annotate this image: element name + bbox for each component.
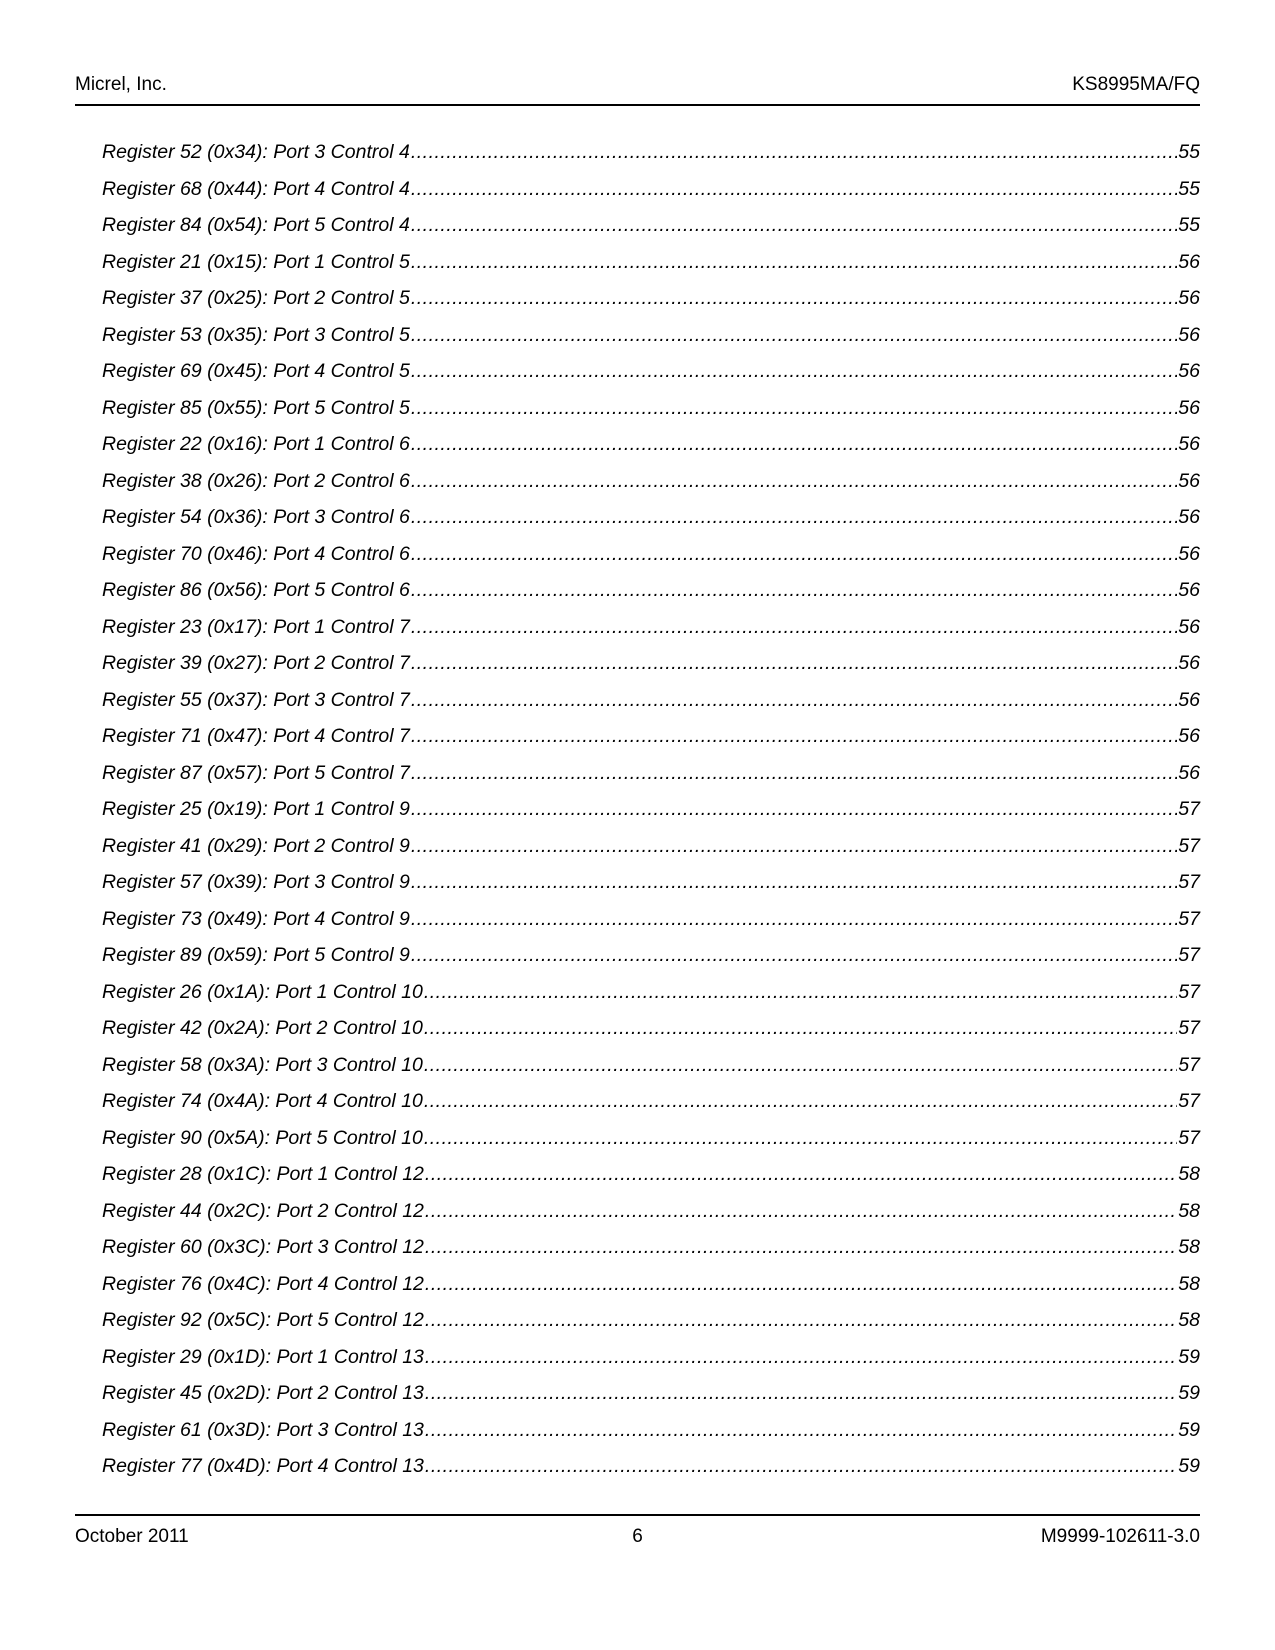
toc-dot-leader [411, 682, 1177, 719]
toc-dot-leader [411, 572, 1177, 609]
toc-dot-leader [424, 1120, 1177, 1157]
toc-entry-page: 57 [1178, 1126, 1200, 1149]
toc-entry-page: 56 [1178, 250, 1200, 273]
toc-entry-title: Register 76 (0x4C): Port 4 Control 12 [102, 1272, 424, 1295]
toc-entry-title: Register 90 (0x5A): Port 5 Control 10 [102, 1126, 423, 1149]
toc-entry-title: Register 44 (0x2C): Port 2 Control 12 [102, 1199, 424, 1222]
toc-entry[interactable] [102, 499, 1200, 536]
toc-entry-title: Register 38 (0x26): Port 2 Control 6 [102, 469, 410, 492]
toc-dot-leader [425, 1448, 1177, 1485]
toc-entry-page: 58 [1178, 1272, 1200, 1295]
toc-entry[interactable] [102, 1193, 1200, 1230]
toc-dot-leader [425, 1339, 1177, 1376]
toc-dot-leader [411, 791, 1177, 828]
toc-entry-title: Register 58 (0x3A): Port 3 Control 10 [102, 1053, 423, 1076]
toc-entry-page: 56 [1178, 579, 1200, 601]
toc-entry[interactable] [102, 280, 1200, 317]
header-rule [75, 104, 1200, 106]
toc-entry[interactable] [102, 572, 1200, 609]
toc-entry-title: Register 84 (0x54): Port 5 Control 4 [102, 214, 410, 236]
footer-rule [75, 1514, 1200, 1516]
table-of-contents [102, 134, 1200, 1485]
toc-entry[interactable] [102, 1375, 1200, 1412]
toc-entry-page: 59 [1178, 1345, 1200, 1368]
toc-dot-leader [411, 353, 1177, 390]
toc-dot-leader [425, 1375, 1177, 1412]
toc-entry-title: Register 69 (0x45): Port 4 Control 5 [102, 360, 410, 382]
toc-dot-leader [411, 426, 1177, 463]
toc-dot-leader [425, 1156, 1177, 1193]
toc-dot-leader [411, 718, 1177, 755]
toc-entry-page: 58 [1178, 1163, 1200, 1185]
toc-entry-title: Register 28 (0x1C): Port 1 Control 12 [102, 1163, 424, 1185]
toc-entry-page: 57 [1178, 798, 1200, 820]
toc-entry-page: 58 [1178, 1236, 1200, 1258]
toc-entry-page: 59 [1178, 1455, 1200, 1477]
toc-entry-title: Register 89 (0x59): Port 5 Control 9 [102, 944, 410, 966]
toc-dot-leader [425, 1229, 1177, 1266]
toc-entry[interactable] [102, 244, 1200, 281]
toc-entry-title: Register 55 (0x37): Port 3 Control 7 [102, 688, 410, 711]
toc-entry-page: 59 [1178, 1418, 1200, 1441]
toc-dot-leader [424, 1083, 1177, 1120]
toc-entry[interactable] [102, 609, 1200, 646]
toc-entry[interactable] [102, 901, 1200, 938]
toc-entry[interactable] [102, 937, 1200, 974]
toc-entry-page: 56 [1178, 433, 1200, 455]
toc-entry[interactable] [102, 463, 1200, 500]
toc-entry-page: 57 [1178, 907, 1200, 930]
toc-entry-title: Register 70 (0x46): Port 4 Control 6 [102, 542, 410, 565]
toc-entry-page: 56 [1178, 323, 1200, 346]
toc-dot-leader [424, 974, 1177, 1011]
toc-entry-page: 56 [1178, 360, 1200, 382]
toc-entry-page: 58 [1178, 1309, 1200, 1331]
toc-entry-title: Register 87 (0x57): Port 5 Control 7 [102, 761, 410, 784]
toc-entry[interactable] [102, 974, 1200, 1011]
toc-entry[interactable] [102, 353, 1200, 390]
toc-entry-title: Register 92 (0x5C): Port 5 Control 12 [102, 1309, 424, 1331]
footer-date: October 2011 [75, 1526, 189, 1547]
toc-entry[interactable] [102, 1412, 1200, 1449]
toc-entry-page: 58 [1178, 1199, 1200, 1222]
toc-entry[interactable] [102, 1120, 1200, 1157]
toc-dot-leader [411, 755, 1177, 792]
toc-entry-title: Register 53 (0x35): Port 3 Control 5 [102, 323, 410, 346]
toc-entry-title: Register 26 (0x1A): Port 1 Control 10 [102, 980, 423, 1003]
toc-dot-leader [411, 536, 1177, 573]
toc-entry-title: Register 68 (0x44): Port 4 Control 4 [102, 177, 410, 200]
company-name: Micrel, Inc. [75, 74, 167, 95]
toc-entry-title: Register 73 (0x49): Port 4 Control 9 [102, 907, 410, 930]
toc-entry-page: 55 [1178, 177, 1200, 200]
toc-dot-leader [411, 280, 1177, 317]
toc-entry[interactable] [102, 171, 1200, 208]
toc-entry[interactable] [102, 1302, 1200, 1339]
toc-entry-page: 57 [1178, 980, 1200, 1003]
toc-entry-page: 56 [1178, 761, 1200, 784]
toc-entry-title: Register 60 (0x3C): Port 3 Control 12 [102, 1236, 424, 1258]
toc-entry-page: 56 [1178, 542, 1200, 565]
toc-entry[interactable] [102, 828, 1200, 865]
toc-entry[interactable] [102, 1339, 1200, 1376]
toc-entry-title: Register 61 (0x3D): Port 3 Control 13 [102, 1418, 424, 1441]
toc-entry[interactable] [102, 718, 1200, 755]
toc-entry[interactable] [102, 682, 1200, 719]
toc-entry-title: Register 74 (0x4A): Port 4 Control 10 [102, 1090, 423, 1112]
toc-entry-title: Register 77 (0x4D): Port 4 Control 13 [102, 1455, 424, 1477]
toc-entry[interactable] [102, 134, 1200, 171]
toc-dot-leader [411, 207, 1177, 244]
toc-entry-title: Register 21 (0x15): Port 1 Control 5 [102, 250, 410, 273]
toc-entry[interactable] [102, 1448, 1200, 1485]
toc-entry-title: Register 85 (0x55): Port 5 Control 5 [102, 396, 410, 419]
toc-entry-title: Register 23 (0x17): Port 1 Control 7 [102, 615, 410, 638]
toc-entry-page: 59 [1178, 1382, 1200, 1404]
page-footer [75, 1526, 1200, 1554]
toc-entry[interactable] [102, 864, 1200, 901]
toc-dot-leader [425, 1266, 1177, 1303]
toc-dot-leader [411, 171, 1177, 208]
toc-entry[interactable] [102, 317, 1200, 354]
toc-entry[interactable] [102, 1083, 1200, 1120]
toc-entry-page: 56 [1178, 396, 1200, 419]
toc-dot-leader [411, 645, 1177, 682]
toc-entry-title: Register 22 (0x16): Port 1 Control 6 [102, 433, 410, 455]
toc-dot-leader [425, 1412, 1177, 1449]
toc-dot-leader [425, 1193, 1177, 1230]
part-number: KS8995MA/FQ [1072, 74, 1200, 95]
toc-dot-leader [411, 317, 1177, 354]
toc-entry[interactable] [102, 1266, 1200, 1303]
toc-entry-page: 56 [1178, 506, 1200, 528]
toc-dot-leader [411, 134, 1177, 171]
toc-entry[interactable] [102, 536, 1200, 573]
toc-entry-page: 56 [1178, 287, 1200, 309]
toc-entry-page: 57 [1178, 1053, 1200, 1076]
toc-entry-title: Register 29 (0x1D): Port 1 Control 13 [102, 1345, 424, 1368]
toc-entry-title: Register 41 (0x29): Port 2 Control 9 [102, 834, 410, 857]
toc-entry-title: Register 45 (0x2D): Port 2 Control 13 [102, 1382, 424, 1404]
toc-entry[interactable] [102, 390, 1200, 427]
toc-entry-page: 57 [1178, 944, 1200, 966]
toc-entry-page: 57 [1178, 1017, 1200, 1039]
page-header [75, 74, 1200, 102]
toc-entry-page: 56 [1178, 615, 1200, 638]
toc-entry[interactable] [102, 1047, 1200, 1084]
toc-entry[interactable] [102, 426, 1200, 463]
toc-entry[interactable] [102, 755, 1200, 792]
toc-dot-leader [411, 609, 1177, 646]
toc-dot-leader [411, 864, 1177, 901]
toc-entry-title: Register 86 (0x56): Port 5 Control 6 [102, 579, 410, 601]
toc-dot-leader [424, 1047, 1177, 1084]
toc-entry-page: 56 [1178, 652, 1200, 674]
toc-entry[interactable] [102, 1229, 1200, 1266]
toc-entry-title: Register 37 (0x25): Port 2 Control 5 [102, 287, 410, 309]
toc-entry-page: 57 [1178, 1090, 1200, 1112]
toc-entry-page: 57 [1178, 834, 1200, 857]
toc-entry[interactable] [102, 1156, 1200, 1193]
toc-entry[interactable] [102, 791, 1200, 828]
toc-entry-title: Register 39 (0x27): Port 2 Control 7 [102, 652, 410, 674]
toc-entry[interactable] [102, 645, 1200, 682]
toc-dot-leader [411, 463, 1177, 500]
toc-entry-title: Register 71 (0x47): Port 4 Control 7 [102, 725, 410, 747]
toc-dot-leader [411, 390, 1177, 427]
toc-entry-page: 57 [1178, 871, 1200, 893]
page-number: 6 [632, 1526, 643, 1547]
toc-entry-title: Register 52 (0x34): Port 3 Control 4 [102, 141, 410, 163]
toc-entry-page: 56 [1178, 469, 1200, 492]
toc-entry-title: Register 25 (0x19): Port 1 Control 9 [102, 798, 410, 820]
toc-dot-leader [411, 901, 1177, 938]
toc-dot-leader [411, 828, 1177, 865]
toc-dot-leader [425, 1302, 1177, 1339]
toc-entry-page: 55 [1178, 141, 1200, 163]
toc-dot-leader [411, 499, 1177, 536]
document-number: M9999-102611-3.0 [1040, 1526, 1200, 1547]
toc-dot-leader [424, 1010, 1177, 1047]
toc-entry-page: 56 [1178, 688, 1200, 711]
toc-entry-page: 56 [1178, 725, 1200, 747]
toc-entry[interactable] [102, 1010, 1200, 1047]
toc-entry-page: 55 [1178, 214, 1200, 236]
toc-entry-title: Register 54 (0x36): Port 3 Control 6 [102, 506, 410, 528]
toc-entry[interactable] [102, 207, 1200, 244]
toc-entry-title: Register 57 (0x39): Port 3 Control 9 [102, 871, 410, 893]
toc-entry-title: Register 42 (0x2A): Port 2 Control 10 [102, 1017, 423, 1039]
toc-dot-leader [411, 244, 1177, 281]
toc-dot-leader [411, 937, 1177, 974]
